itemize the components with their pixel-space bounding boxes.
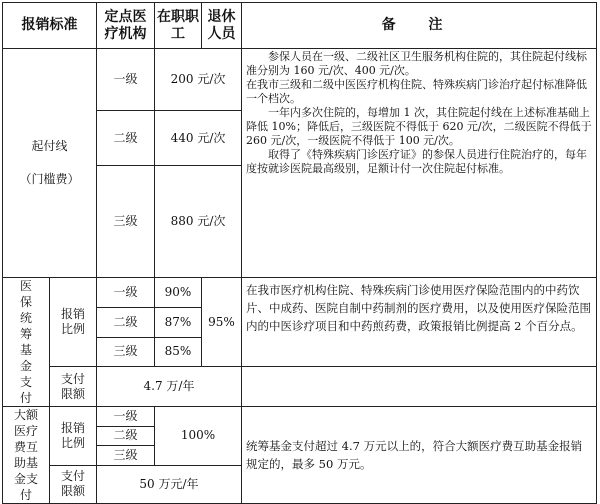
fund-limit-note — [242, 367, 597, 407]
fund-ratio-label: 报销 比例 — [50, 278, 97, 367]
qifuxian-row-1 — [3, 49, 597, 111]
fund-level-2: 二级 — [97, 307, 155, 337]
qifuxian-label-line1: 起付线 — [31, 139, 68, 153]
qifuxian-amount-2: 440 元/次 — [155, 111, 242, 166]
header-institution: 定点医疗机构 — [97, 3, 155, 49]
fund-note: 在我市医疗机构住院、特殊疾病门诊使用医疗保险范围内的中药饮片、中成药、医院自制中药制剂的医疗费用，以及使用医疗保险范围内的中医诊疗项目和中药煎药费，政策报销比例提高 2 个百分点。 — [242, 278, 597, 367]
qifuxian-label — [3, 49, 97, 278]
qifuxian-level-1: 一级 — [97, 49, 155, 111]
mutual-note: 统筹基金支付超过 4.7 万元以上的，符合大额医疗费互助基金报销规定的，最多 50 万元。 — [242, 407, 597, 504]
header-row — [3, 3, 597, 49]
header-notes: 备 注 — [242, 3, 597, 49]
fund-label: 医 保 统 筹 基 金 支 付 — [3, 278, 50, 407]
mutual-ratio-label: 报销 比例 — [50, 407, 97, 466]
fund-limit-label: 支付 限额 — [50, 367, 97, 407]
qifuxian-note-4: 取得了《特殊疾病门诊医疗证》的参保人员进行住院治疗的，每年度按就诊医院最高级别，足额计付一次住院起付标准。 — [246, 148, 587, 175]
qifuxian-level-3: 三级 — [97, 166, 155, 278]
header-employed: 在职职工 — [155, 3, 202, 49]
fund-limit-row — [3, 367, 597, 407]
mutual-label: 大额 医疗 费互 助基 金支 付 — [3, 407, 50, 504]
fund-ratio-1: 90% — [155, 278, 202, 308]
mutual-row-1 — [3, 407, 597, 427]
qifuxian-note-1: 参保人员在一级、二级社区卫生服务机构住院的，其住院起付线标准分别为 160 元/次、400 元/次。 — [246, 50, 587, 77]
qifuxian-amount-1: 200 元/次 — [155, 49, 242, 111]
mutual-limit-value: 50 万元/年 — [97, 465, 242, 503]
mutual-level-1: 一级 — [97, 407, 155, 427]
qifuxian-note-3: 一年内多次住院的，每增加 1 次，其住院起付线在上述标准基础上降低 10%；降低后，三级医院不得低于 620 元/次，二级医院不得低于 260 元/次，一级医院不得低于 100 元/次。 — [246, 106, 592, 147]
qifuxian-amount-3: 880 元/次 — [155, 166, 242, 278]
mutual-ratio: 100% — [155, 407, 242, 466]
header-retired: 退休人员 — [202, 3, 242, 49]
mutual-level-3: 三级 — [97, 446, 155, 466]
mutual-level-2: 二级 — [97, 426, 155, 446]
header-standard: 报销标准 — [3, 3, 97, 49]
reimbursement-table — [2, 2, 597, 504]
qifuxian-notes — [242, 49, 597, 278]
fund-level-3: 三级 — [97, 337, 155, 367]
fund-ratio-2: 87% — [155, 307, 202, 337]
fund-limit-value: 4.7 万/年 — [97, 367, 242, 407]
fund-retired-ratio: 95% — [202, 278, 242, 367]
fund-row-1 — [3, 278, 597, 308]
qifuxian-label-line2: （门槛费） — [19, 172, 80, 186]
fund-ratio-3: 85% — [155, 337, 202, 367]
qifuxian-level-2: 二级 — [97, 111, 155, 166]
fund-level-1: 一级 — [97, 278, 155, 308]
mutual-limit-label: 支付 限额 — [50, 465, 97, 503]
qifuxian-note-2: 在我市三级和二级中医医疗机构住院、特殊疾病门诊治疗起付标准降低一个档次。 — [246, 78, 587, 105]
